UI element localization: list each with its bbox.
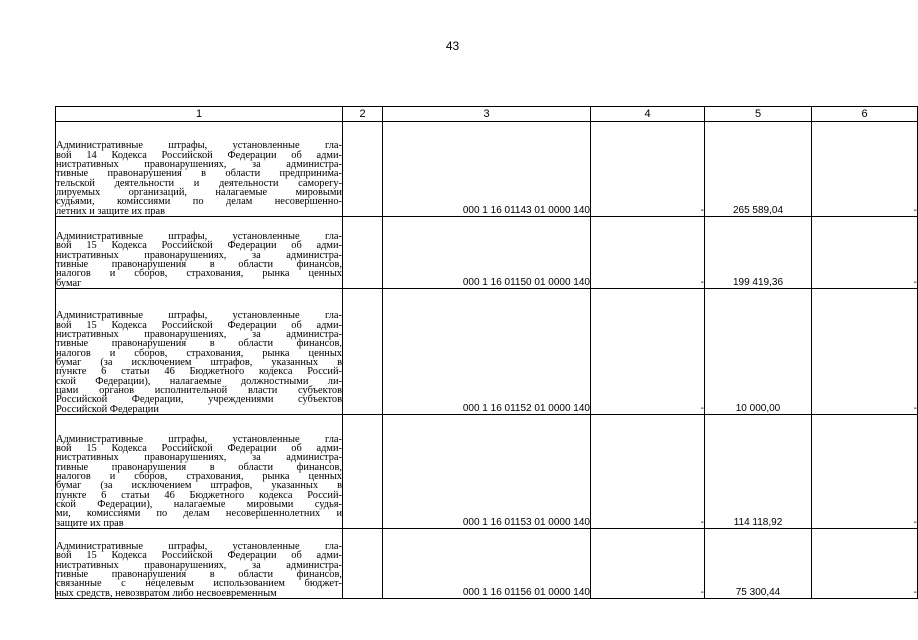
description-line: налогов и сборов, страхования, рынка ценных [56,470,342,482]
row-description [56,217,343,289]
description-line: Российской Федерации, учреждениями субъектов [56,394,342,406]
column-header-5: 5 [705,107,812,122]
row-col2 [343,415,383,529]
description-line: тивные правонарушения в области финансов, [56,338,342,350]
description-line: Административные штрафы, установленные гла- [56,433,342,445]
row-col6: - [812,415,918,529]
column-header-4: 4 [591,107,705,122]
row-col4: - [591,415,705,529]
row-col6: - [812,529,918,599]
table-row [56,529,918,599]
row-amount: 75 300,44 [705,529,812,599]
description-line: тивные правонарушения в области предпринима- [56,168,342,180]
row-amount: 265 589,04 [705,122,812,217]
description-line: пункте 6 статьи 46 Бюджетного кодекса Россий- [56,489,342,501]
row-budget-code: 000 1 16 01156 01 0000 140 [383,529,591,599]
row-budget-code: 000 1 16 01143 01 0000 140 [383,122,591,217]
row-col2 [343,289,383,415]
description-line: тельской деятельности и деятельности саморегу- [56,177,342,189]
report-table [55,106,918,599]
description-line: пункте 6 статьи 46 Бюджетного кодекса Россий- [56,366,342,378]
table-row [56,415,918,529]
description-line: защите их прав [56,517,124,529]
row-col4: - [591,529,705,599]
description-line: вой 14 Кодекса Российской Федерации об адми- [56,149,342,161]
row-col2 [343,217,383,289]
description-line: ской Федерации), налагаемые мировыми судья- [56,498,342,510]
row-col2 [343,529,383,599]
description-line: бумаг (за исключением штрафов, указанных в [56,480,342,492]
row-budget-code: 000 1 16 01153 01 0000 140 [383,415,591,529]
description-line: тивные правонарушения в области финансов, [56,258,342,270]
description-line: вой 15 Кодекса Российской Федерации об адми- [56,442,342,454]
description-line: вой 15 Кодекса Российской Федерации об адми- [56,319,342,331]
row-budget-code: 000 1 16 01152 01 0000 140 [383,289,591,415]
header-row [56,107,918,122]
description-line: судьями, комиссиями по делам несовершенно- [56,196,342,208]
column-header-3: 3 [383,107,591,122]
row-amount: 114 118,92 [705,415,812,529]
description-line: налогов и сборов, страхования, рынка ценных [56,268,342,280]
description-line: бумаг (за исключением штрафов, указанных в [56,356,342,368]
description-line: цами органов исполнительной власти субъектов [56,384,342,396]
description-line: вой 15 Кодекса Российской Федерации об адми- [56,240,342,252]
row-amount: 199 419,36 [705,217,812,289]
description-line: нистративных правонарушениях, за администра- [56,559,342,571]
description-line: налогов и сборов, страхования, рынка ценных [56,347,342,359]
description-line: ми, комиссиями по делам несовершеннолетних и [56,508,342,520]
table-row [56,122,918,217]
table-row [56,217,918,289]
row-description [56,122,343,217]
row-description [56,529,343,599]
description-line: ных средств, невозвратом либо несвоевременным [56,587,277,599]
column-header-1: 1 [56,107,343,122]
row-col4: - [591,122,705,217]
description-line: нистративных правонарушениях, за администра- [56,452,342,464]
row-col6: - [812,289,918,415]
row-col4: - [591,217,705,289]
description-line: Административные штрафы, установленные гла- [56,140,342,152]
description-line: Административные штрафы, установленные гла- [56,540,342,552]
description-line: нистративных правонарушениях, за администра- [56,249,342,261]
row-col6: - [812,122,918,217]
description-line: летних и защите их прав [56,205,166,217]
description-line: тивные правонарушения в области финансов, [56,568,342,580]
row-col2 [343,122,383,217]
column-header-2: 2 [343,107,383,122]
description-line: Административные штрафы, установленные гла- [56,230,342,242]
row-description [56,415,343,529]
description-line: Административные штрафы, установленные гла- [56,310,342,322]
row-budget-code: 000 1 16 01150 01 0000 140 [383,217,591,289]
column-header-6: 6 [812,107,918,122]
table-row [56,289,918,415]
description-line: вой 15 Кодекса Российской Федерации об адми- [56,550,342,562]
description-line: тивные правонарушения в области финансов, [56,461,342,473]
description-line: связанные с нецелевым использованием бюджет- [56,578,342,590]
description-line: нистративных правонарушениях, за администра- [56,158,342,170]
description-line: Российской Федерации [56,403,159,415]
description-line: нистративных правонарушениях, за администра- [56,328,342,340]
row-description [56,289,343,415]
description-line: бумаг [56,277,82,289]
page-number: 43 [445,39,460,53]
row-col6: - [812,217,918,289]
row-col4: - [591,289,705,415]
description-line: ской Федерации), налагаемые должностными ли- [56,375,342,387]
description-line: лируемых организаций, налагаемые мировыми [56,186,342,198]
row-amount: 10 000,00 [705,289,812,415]
